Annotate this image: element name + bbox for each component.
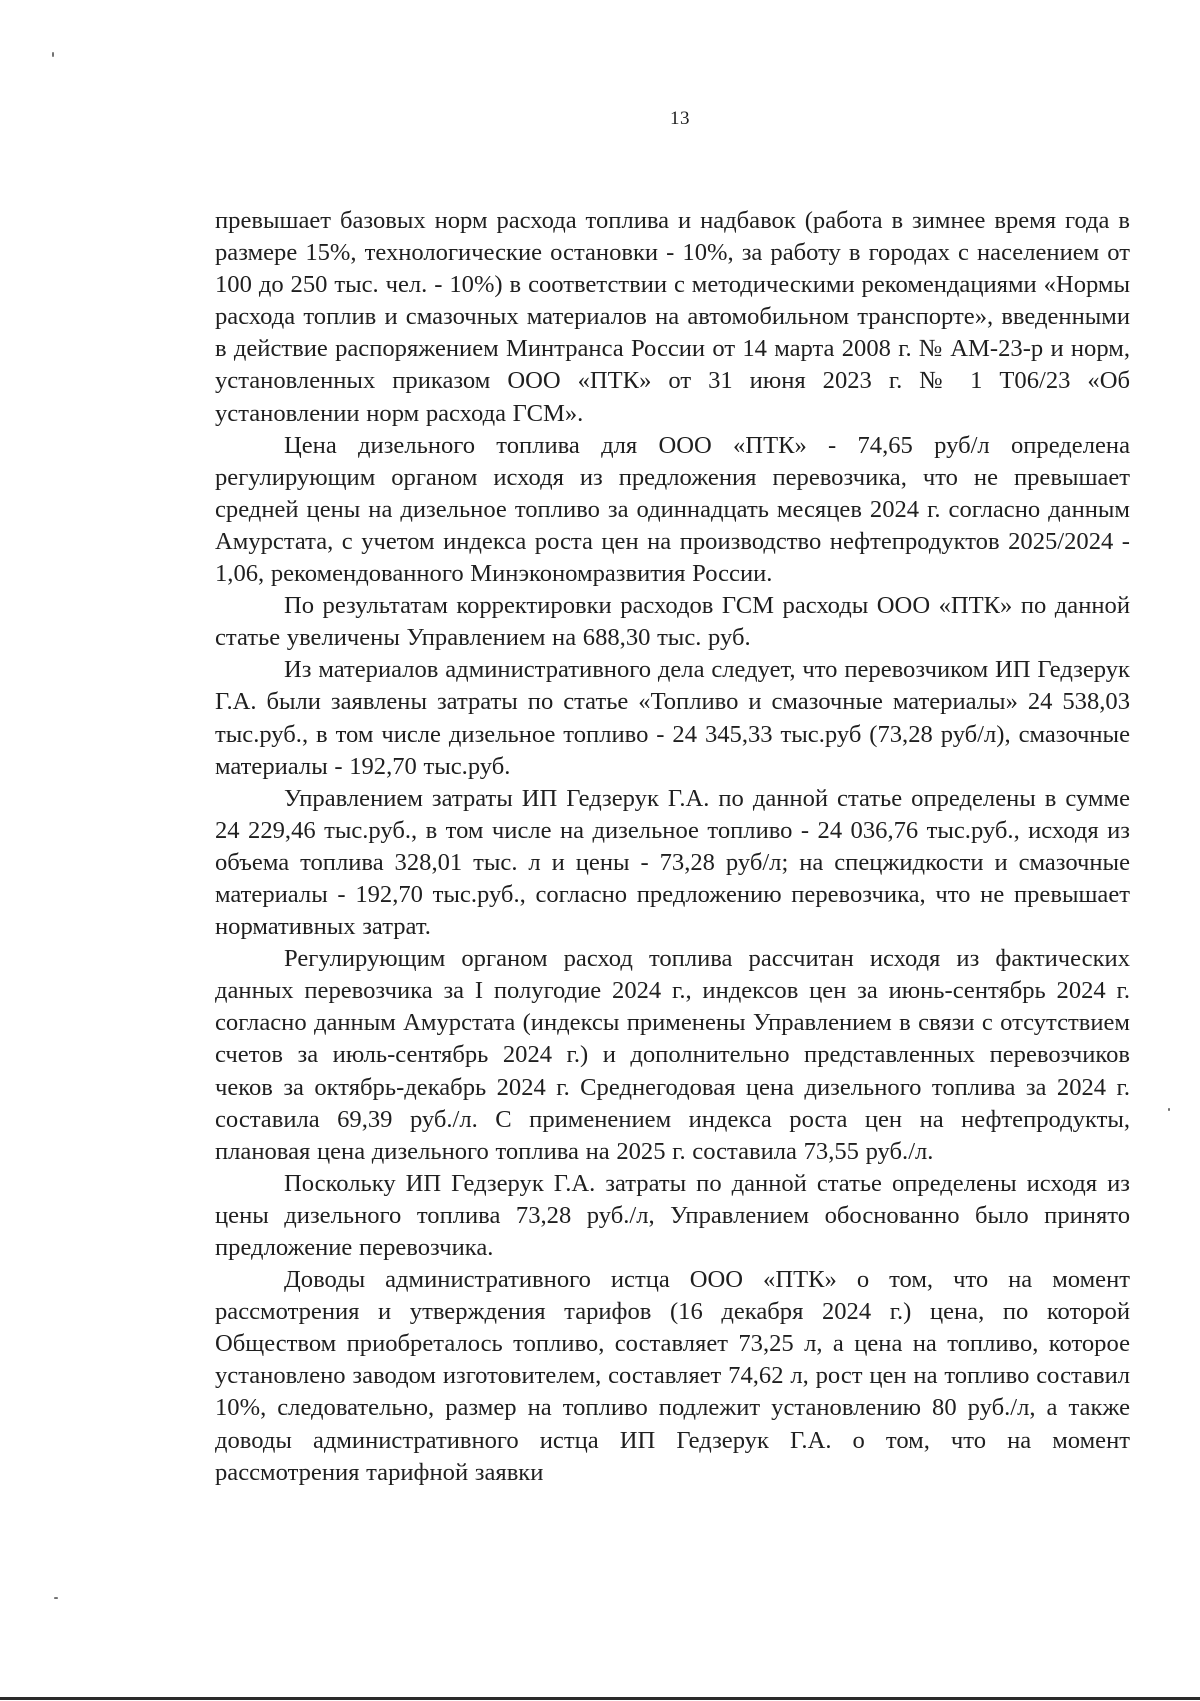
document-body <box>215 205 1130 1489</box>
paragraph-declared-costs: Из материалов административного дела следует, что перевозчиком ИП Гедзерук Г.А. были заявлены затраты по статье «Топливо и смазочные материалы» 24 538,03 тыс.руб., в том числе дизельное топливо - 24 345,33 тыс.руб (73,28 руб/л), смазочные материалы - 192,70 тыс.руб. <box>215 656 1130 780</box>
page-number: 13 <box>670 108 690 129</box>
scan-bottom-edge <box>0 1697 1200 1700</box>
scan-speck <box>54 1597 58 1599</box>
paragraph-continued: превышает базовых норм расхода топлива и надбавок (работа в зимнее время года в размере 15%, технологические остановки - 10%, за работу в городах с населением от 100 до 250 тыс. чел. - 10%) в соответствии с методическими рекомендациями «Нормы расхода топлив и смазочных материалов на автомобильном транспорте», введенными в действие распоряжением Минтранса России от 14 марта 2008 г. № АМ-23-р и норм, установленных приказом ООО «ПТК» от 31 июня 2023 г. № 1 Т06/23 «Об установлении норм расхода ГСМ». <box>215 207 1130 427</box>
paragraph-accepted-proposal: Поскольку ИП Гедзерук Г.А. затраты по данной статье определены исходя из цены дизельного топлива 73,28 руб./л, Управлением обоснованно было принято предложение перевозчика. <box>215 1169 1130 1261</box>
paragraph-fuel-calculation: Регулирующим органом расход топлива рассчитан исходя из фактических данных перевозчика за I полугодие 2024 г., индексов цен за июнь-сентябрь 2024 г. согласно данным Амурстата (индексы применены Управлением в связи с отсутствием счетов за июль-сентябрь 2024 г.) и дополнительно представленных перевозчиков чеков за октябрь-декабрь 2024 г. Среднегодовая цена дизельного топлива за 2024 г. составила 69,39 руб./л. С применением индекса роста цен на нефтепродукты, плановая цена дизельного топлива на 2025 г. составила 73,55 руб./л. <box>215 945 1130 1165</box>
paragraph-gsm-correction: По результатам корректировки расходов ГСМ расходы ООО «ПТК» по данной статье увеличены Управлением на 688,30 тыс. руб. <box>215 592 1130 652</box>
paragraph-determined-costs: Управлением затраты ИП Гедзерук Г.А. по данной статье определены в сумме 24 229,46 тыс.руб., в том числе на дизельное топливо - 24 036,76 тыс.руб., исходя из объема топлива 328,01 тыс. л и цены - 73,28 руб/л; на спецжидкости и смазочные материалы - 192,70 тыс.руб., согласно предложению перевозчика, что не превышает нормативных затрат. <box>215 784 1130 941</box>
scan-speck <box>52 52 54 57</box>
paragraph-plaintiff-arguments: Доводы административного истца ООО «ПТК» о том, что на момент рассмотрения и утверждения тарифов (16 декабря 2024 г.) цена, по которой Обществом приобреталось топливо, составляет 73,25 л, а цена на топливо, которое установлено заводом изготовителем, составляет 74,62 л, рост цен на топливо составил 10%, следовательно, размер на топливо подлежит установлению 80 руб./л, а также доводы административного истца ИП Гедзерук Г.А. о том, что на момент рассмотрения тарифной заявки <box>215 1266 1130 1486</box>
paragraph-diesel-price-ptk: Цена дизельного топлива для ООО «ПТК» - 74,65 руб/л определена регулирующим органом исходя из предложения перевозчика, что не превышает средней цены на дизельное топливо за одиннадцать месяцев 2024 г. согласно данным Амурстата, с учетом индекса роста цен на производство нефтепродуктов 2025/2024 - 1,06, рекомендованного Минэкономразвития России. <box>215 431 1130 588</box>
scan-speck <box>1168 1108 1170 1111</box>
